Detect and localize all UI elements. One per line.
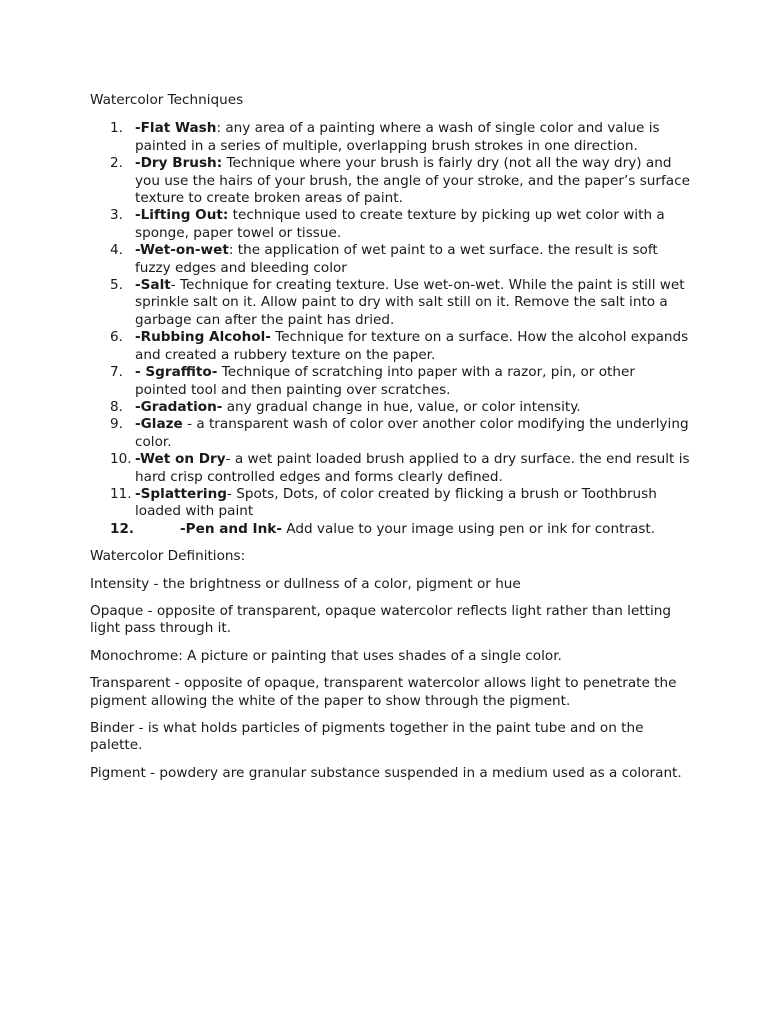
definition-paragraph: Transparent - opposite of opaque, transparent watercolor allows light to penetrate the pigment allowing the white of the paper to show through the pigment.	[90, 675, 677, 709]
item-number: 5.	[110, 277, 123, 294]
definition-paragraph: Binder - is what holds particles of pigments together in the paint tube and on the palette.	[90, 720, 644, 754]
definition-paragraph: Pigment - powdery are granular substance suspended in a medium used as a colorant.	[90, 764, 682, 781]
technique-description: - a wet paint loaded brush applied to a dry surface. the end result is hard crisp controlled edges and forms clearly defined.	[135, 451, 690, 485]
technique-term: -Wet on Dry	[135, 451, 226, 468]
techniques-list	[90, 120, 690, 538]
item-number: 1.	[110, 120, 123, 137]
technique-description: Technique of scratching into paper with a razor, pin, or other pointed tool and then painting over scratches.	[135, 364, 635, 398]
technique-term: -Lifting Out:	[135, 207, 229, 224]
item-number: 2.	[110, 155, 123, 172]
item-number: 11.	[110, 485, 132, 502]
definition-paragraph: Intensity - the brightness or dullness of a color, pigment or hue	[90, 575, 521, 592]
technique-item	[90, 451, 690, 486]
technique-term: -Gradation-	[135, 398, 223, 415]
item-number: 7.	[110, 364, 123, 381]
technique-description: - a transparent wash of color over another color modifying the underlying color.	[135, 416, 689, 450]
technique-description: Add value to your image using pen or ink for contrast.	[281, 520, 656, 537]
technique-description: any gradual change in hue, value, or color intensity.	[222, 398, 581, 415]
technique-description: Technique where your brush is fairly dry (not all the way dry) and you use the hairs of your brush, the angle of your stroke, and the paper’s surface texture to create broken areas of paint.	[135, 155, 690, 207]
technique-description: : any area of a painting where a wash of single color and value is painted in a series of multiple, overlapping brush strokes in one direction.	[135, 120, 660, 154]
technique-description: Technique for texture on a surface. How the alcohol expands and created a rubbery texture on the paper.	[135, 329, 689, 363]
item-number: 3.	[110, 207, 123, 224]
technique-item	[90, 120, 690, 155]
technique-item	[90, 329, 690, 364]
item-number: 10.	[110, 451, 132, 468]
technique-item	[90, 521, 690, 538]
technique-term: -Wet-on-wet	[135, 242, 229, 259]
document-title: Watercolor Techniques	[90, 92, 244, 108]
technique-description: - Technique for creating texture. Use wet-on-wet. While the paint is still wet sprinkle salt on it. Allow paint to dry with salt still on it. Remove the salt into a garbage can after the paint has dried.	[135, 277, 685, 328]
technique-item	[90, 416, 690, 451]
item-number: 4.	[110, 242, 123, 259]
definitions-heading: Watercolor Definitions:	[90, 548, 246, 565]
technique-item	[90, 399, 690, 416]
technique-item	[90, 486, 690, 521]
technique-description: - Spots, Dots, of color created by flicking a brush or Toothbrush loaded with paint	[135, 485, 657, 520]
technique-description: : the application of wet paint to a wet surface. the result is soft fuzzy edges and bleeding color	[135, 242, 658, 276]
item-number: 9.	[110, 416, 123, 433]
technique-term: - Sgraffito-	[135, 364, 218, 381]
technique-term: -Salt	[135, 277, 171, 294]
technique-term: -Pen and Ink-	[180, 520, 282, 537]
definition-paragraph: Monochrome: A picture or painting that uses shades of a single color.	[90, 647, 562, 664]
technique-term: -Rubbing Alcohol-	[135, 329, 271, 346]
technique-item	[90, 277, 690, 329]
technique-item	[90, 364, 690, 399]
technique-item	[90, 242, 690, 277]
technique-term: -Dry Brush:	[135, 155, 223, 172]
item-number: 12.	[110, 520, 135, 537]
technique-term: -Flat Wash	[135, 120, 217, 137]
technique-term: -Splattering	[135, 485, 227, 502]
item-number: 6.	[110, 329, 123, 346]
technique-term: -Glaze	[135, 416, 183, 433]
technique-item	[90, 155, 690, 207]
technique-description: technique used to create texture by picking up wet color with a sponge, paper towel or tissue.	[135, 207, 665, 241]
definition-paragraph: Opaque - opposite of transparent, opaque watercolor reflects light rather than letting light pass through it.	[90, 602, 671, 637]
technique-item	[90, 207, 690, 242]
document-page	[90, 92, 690, 792]
item-number: 8.	[110, 398, 123, 415]
